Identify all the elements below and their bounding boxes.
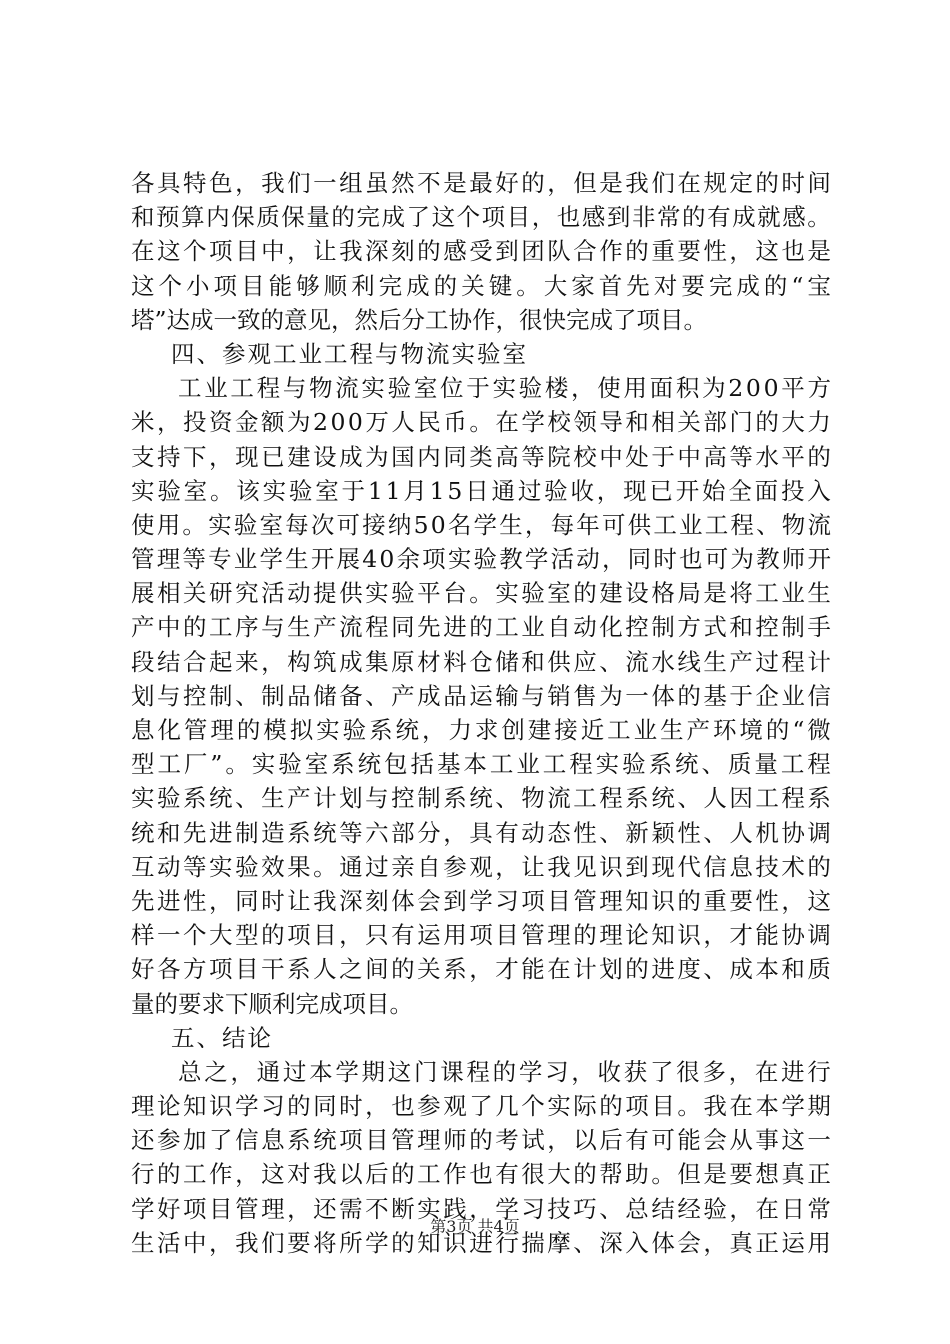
text-line: 塔”达成一致的意见，然后分工协作，很快完成了项目。	[131, 305, 708, 334]
text-line: 生 活 中 ， 我 们 要 将 所 学 的 知 识 进 行 揣 摩 、 深 入 体 会 ， 真 正 运 用	[131, 1228, 831, 1257]
text-line: 管 理 等 专 业 学 生 开 展 4 0 余 项 实 验 教 学 活 动 ， 同 时 也 可 为 教 师 开	[131, 545, 831, 574]
text-line: 实 验 系 统 、 生 产 计 划 与 控 制 系 统 、 物 流 工 程 系 统 、 人 因 工 程 系	[131, 784, 831, 813]
text-line: 使 用 。 实 验 室 每 次 可 接 纳 5 0 名 学 生 ， 每 年 可 供 工 业 工 程 、 物 流	[131, 510, 831, 539]
text-line: 米 ， 投 资 金 额 为 2 0 0 万 人 民 币 。 在 学 校 领 导 和 相 关 部 门 的 大 力	[131, 408, 831, 437]
text-line: 样 一 个 大 型 的 项 目 ， 只 有 运 用 项 目 管 理 的 理 论 知 识 ， 才 能 协 调	[131, 921, 831, 950]
text-line: 这 个 小 项 目 能 够 顺 利 完 成 的 关 键 。 大 家 首 先 对 要 完 成 的 “ 宝	[131, 271, 831, 300]
text-line: 先 进 性 ， 同 时 让 我 深 刻 体 会 到 学 习 项 目 管 理 知 识 的 重 要 性 ， 这	[131, 886, 831, 915]
text-line: 工 业 工 程 与 物 流 实 验 室 位 于 实 验 楼 ， 使 用 面 积 为 2 0 0 平 方	[178, 374, 831, 403]
text-line: 互 动 等 实 验 效 果 。 通 过 亲 自 参 观 ， 让 我 见 识 到 现 代 信 息 技 术 的	[131, 852, 831, 881]
text-line: 在 这 个 项 目 中 ， 让 我 深 刻 的 感 受 到 团 队 合 作 的 重 要 性 ， 这 也 是	[131, 237, 831, 266]
text-line: 型 工 厂 ” 。 实 验 室 系 统 包 括 基 本 工 业 工 程 实 验 系 统 、 质 量 工 程	[131, 750, 831, 779]
text-line: 统 和 先 进 制 造 系 统 等 六 部 分 ， 具 有 动 态 性 、 新 颖 性 、 人 机 协 调	[131, 818, 831, 847]
text-line: 学 好 项 目 管 理 ， 还 需 不 断 实 践 ， 学 习 技 巧 、 总 结 经 验 ， 在 日 常	[131, 1194, 831, 1223]
text-line: 量的要求下顺利完成项目。	[131, 989, 413, 1018]
text-line: 支 持 下 ， 现 已 建 设 成 为 国 内 同 类 高 等 院 校 中 处 于 中 高 等 水 平 的	[131, 442, 831, 471]
text-line: 划 与 控 制 、 制 品 储 备 、 产 成 品 运 输 与 销 售 为 一 体 的 基 于 企 业 信	[131, 681, 831, 710]
section-heading: 四、参观工业工程与物流实验室	[171, 339, 528, 368]
text-line: 总 之 ， 通 过 本 学 期 这 门 课 程 的 学 习 ， 收 获 了 很 多 ， 在 进 行	[178, 1057, 831, 1086]
text-line: 理 论 知 识 学 习 的 同 时 ， 也 参 观 了 几 个 实 际 的 项 目 。 我 在 本 学 期	[131, 1092, 831, 1121]
text-line: 行 的 工 作 ， 这 对 我 以 后 的 工 作 也 有 很 大 的 帮 助 。 但 是 要 想 真 正	[131, 1160, 831, 1189]
text-line: 产 中 的 工 序 与 生 产 流 程 同 先 进 的 工 业 自 动 化 控 制 方 式 和 控 制 手	[131, 613, 831, 642]
text-line: 还 参 加 了 信 息 系 统 项 目 管 理 师 的 考 试 ， 以 后 有 可 能 会 从 事 这 一	[131, 1126, 831, 1155]
text-line: 实 验 室 。 该 实 验 室 于 1 1 月 1 5 日 通 过 验 收 ， 现 已 开 始 全 面 投 入	[131, 476, 831, 505]
section-heading: 五、结论	[171, 1023, 273, 1052]
text-line: 各 具 特 色 ， 我 们 一 组 虽 然 不 是 最 好 的 ， 但 是 我 们 在 规 定 的 时 间	[131, 169, 831, 197]
text-line: 段 结 合 起 来 ， 构 筑 成 集 原 材 料 仓 储 和 供 应 、 流 水 线 生 产 过 程 计	[131, 647, 831, 676]
text-line: 展 相 关 研 究 活 动 提 供 实 验 平 台 。 实 验 室 的 建 设 格 局 是 将 工 业 生	[131, 579, 831, 608]
page-number-footer: 第3页 共4页	[430, 1217, 520, 1236]
text-line: 和 预 算 内 保 质 保 量 的 完 成 了 这 个 项 目 ， 也 感 到 非 常 的 有 成 就 感 。	[131, 203, 831, 232]
document-body	[131, 166, 831, 1260]
text-line: 好 各 方 项 目 干 系 人 之 间 的 关 系 ， 才 能 在 计 划 的 进 度 、 成 本 和 质	[131, 955, 831, 984]
text-line: 息 化 管 理 的 模 拟 实 验 系 统 ， 力 求 创 建 接 近 工 业 生 产 环 境 的 “ 微	[131, 716, 831, 744]
